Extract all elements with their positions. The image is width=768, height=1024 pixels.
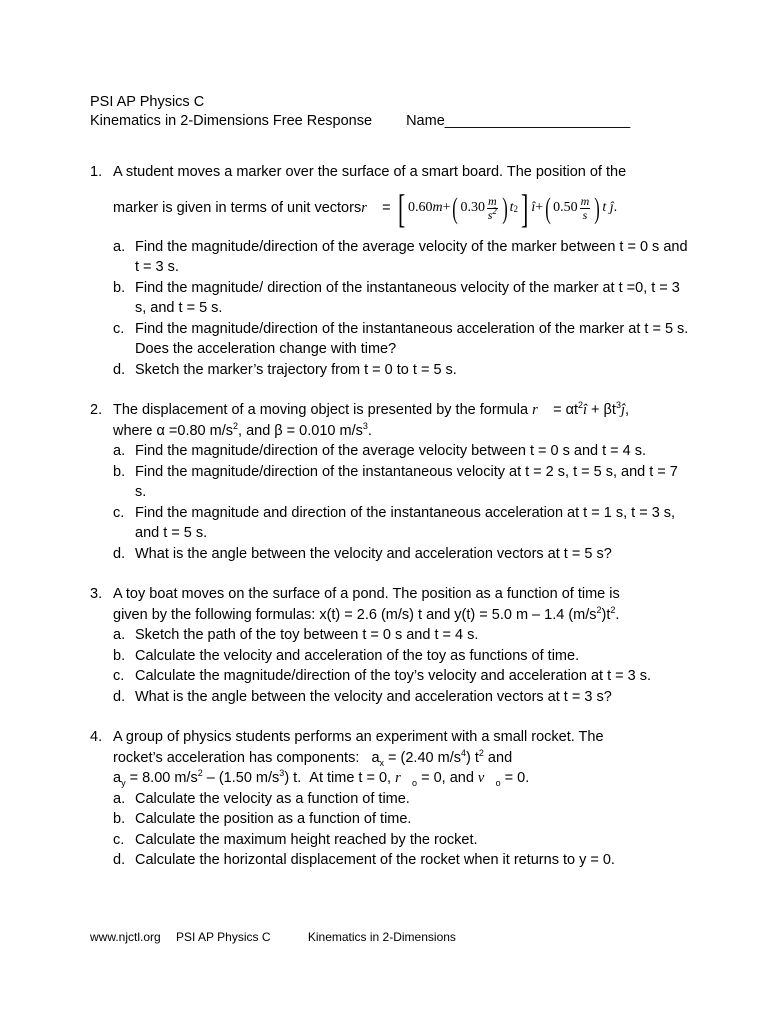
part-text: What is the angle between the velocity and acceleration vectors at t = 5 s? [135,545,612,562]
part-text: Find the magnitude/direction of the average velocity of the marker between t = 0 s and t = 3 s. [135,238,688,275]
part-text: Find the magnitude/ direction of the instantaneous velocity of the marker at t =0, t = 3 s, and t = 5 s. [135,279,680,316]
question-1 [90,162,690,380]
part-text: Find the magnitude and direction of the instantaneous acceleration at t = 1 s, t = 3 s, and t = 5 s. [135,504,676,541]
part-text: Sketch the path of the toy between t = 0 s and t = 4 s. [135,627,479,643]
name-field: Name_______________________ [406,113,631,129]
part-letter: b. [113,463,126,480]
part-item [113,850,690,871]
part-letter: c. [113,320,125,337]
part-item [113,441,690,462]
part-text: Calculate the maximum height reached by the rocket. [135,831,478,848]
question-3-formula: given by the following formulas: x(t) = 2.6 (m/s) t and y(t) = 5.0 m – 1.4 $(m/s^2)t^2$. [113,604,620,623]
worksheet-title: Kinematics in 2-Dimensions Free Response [90,113,373,129]
part-item [113,278,690,319]
part-item [113,666,690,687]
question-4-intro: A group of physics students performs an experiment with a small rocket. The [113,729,604,745]
worksheet-title-line [90,112,690,131]
part-item [113,830,690,851]
part-item [113,625,690,646]
part-item [113,544,690,565]
question-2 [90,400,690,564]
question-number: 1. [90,164,103,180]
position-formula: [ 0.60 m + ( 0.30 $\frac{m}{s^2}$ ) t 2 ] î + ( 0.50 $\frac{m}{s}$ ) t ĵ . [397,185,618,231]
part-text: Sketch the marker’s trajectory from t = 0 to t = 5 s. [135,361,457,378]
part-text: What is the angle between the velocity and acceleration vectors at t = 3 s? [135,688,612,705]
question-2-intro: The displacement of a moving object is presented by the formula r⃗ = $\alpha t^2î$ + $\beta t^3ĵ$, where α =0.80 $m/s^2$, and β = 0.010 $m/s^3$. [113,400,630,439]
part-letter: a. [113,790,126,807]
part-letter: d. [113,852,126,868]
footer-unit: Kinematics in 2-Dimensions [307,930,456,944]
part-item [113,237,690,278]
part-text: Calculate the velocity and acceleration of the toy as functions of time. [135,647,580,664]
part-item [113,789,690,810]
part-text: Find the magnitude/direction of the instantaneous velocity at t = 2 s, t = 5 s, and t = 7 s. [135,463,678,500]
question-4-formula: rocket’s acceleration has components: $a_x = (2.40$ $m/s^4$) $t^2$ and $a_y = 8.00$ $m/s^2 - (1.50$ $m/s^3$) t. At time t = 0, $r⃗_o = 0$, and $v⃗_o = 0$. [113,747,530,788]
question-number: 3. [90,586,103,602]
part-letter: d. [113,361,126,378]
part-item [113,360,690,381]
footer-course: PSI AP Physics C [176,930,271,944]
part-letter: b. [113,647,126,664]
position-vector-symbol: r⃗ [361,200,379,217]
part-letter: a. [113,238,126,255]
part-letter: c. [113,668,125,684]
part-text: Calculate the magnitude/direction of the toy’s velocity and acceleration at t = 3 s. [135,668,651,684]
course-title: PSI AP Physics C [90,94,205,110]
question-3-intro: A toy boat moves on the surface of a pond. The position as a function of time is [113,586,620,602]
part-item [113,687,690,708]
question-list [90,162,690,871]
part-letter: d. [113,688,126,705]
part-item [113,646,690,667]
question-1-parts [113,237,690,381]
part-item [113,503,690,544]
part-letter: b. [113,279,126,296]
question-3 [90,584,690,707]
part-letter: c. [113,504,125,521]
part-text: Calculate the position as a function of time. [135,811,412,827]
question-2-parts [113,441,690,564]
question-number: 4. [90,729,103,745]
part-text: Calculate the horizontal displacement of the rocket when it returns to y = 0. [135,852,615,868]
part-letter: d. [113,545,126,562]
question-1-intro: A student moves a marker over the surface of a smart board. The position of the [113,164,627,180]
question-1-intro-2: marker is given in terms of unit vectors [113,200,362,217]
part-letter: c. [113,831,125,848]
question-3-parts [113,625,690,707]
part-letter: a. [113,443,126,459]
part-item [113,319,690,360]
part-item [113,462,690,503]
footer-site: www.njctl.org [90,930,161,944]
question-number: 2. [90,402,103,418]
part-text: Find the magnitude/direction of the instantaneous acceleration of the marker at t = 5 s. Does the acceleration change with time? [135,320,689,357]
part-item [113,809,690,830]
part-letter: b. [113,811,126,827]
question-1-formula-line: marker is given in terms of unit vectors r⃗ = [ 0.60 m + ( 0.30 $\frac{m}{s^2}$ ) t 2 ] î + ( 0.50 $\frac{m}{s}$ ) t ĵ . [113,185,618,231]
part-letter: a. [113,627,126,643]
question-4 [90,727,690,871]
question-4-parts [113,789,690,871]
worksheet-page [90,93,690,871]
part-text: Calculate the velocity as a function of time. [135,790,410,807]
page-footer [90,930,468,944]
part-text: Find the magnitude/direction of the average velocity between t = 0 s and t = 4 s. [135,443,647,459]
